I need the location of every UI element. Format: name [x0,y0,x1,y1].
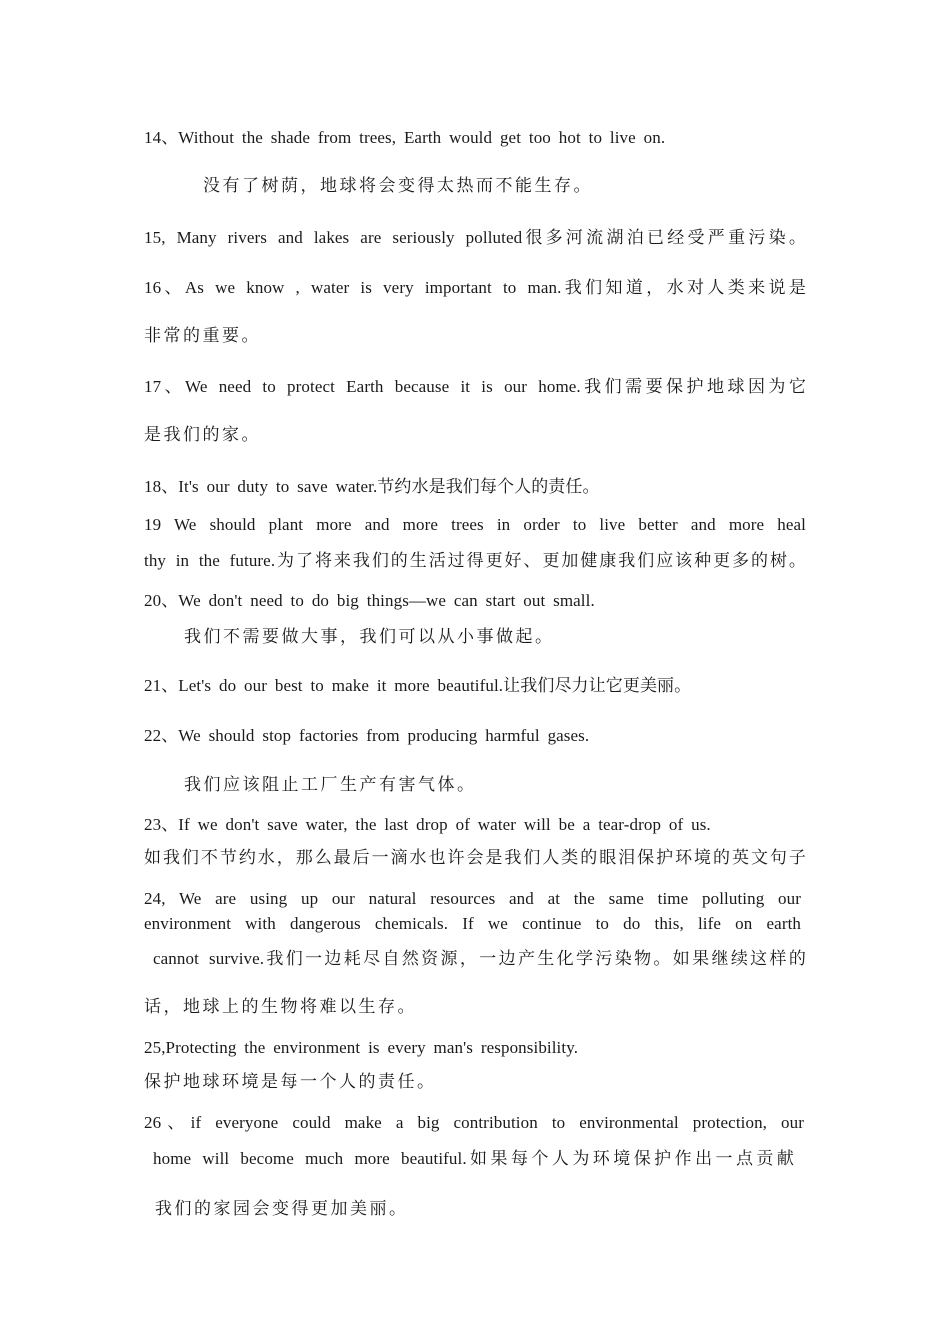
sentence-24-line-2: environment with dangerous chemicals. If we continue to do this, life on earth [144,914,801,933]
sentence-16-line-1: 16、As we know , water is very important to man.我们知道，水对人类来说是 [144,278,806,297]
sentence-25-chinese: 保护地球环境是每一个人的责任。 [144,1072,437,1091]
sentence-26-line-2: home will become much more beautiful.如果每个人为环境保护作出一点贡献 [153,1149,794,1168]
sentence-16-line-2: 非常的重要。 [144,326,261,345]
sentence-17-line-2: 是我们的家。 [144,425,261,444]
sentence-14-chinese: 没有了树荫，地球将会变得太热而不能生存。 [203,176,593,195]
sentence-25-english: 25,Protecting the environment is every man's responsibility. [144,1038,579,1057]
sentence-22-english: 22、We should stop factories from producing harmful gases. [144,726,590,745]
sentence-20-chinese: 我们不需要做大事，我们可以从小事做起。 [184,627,555,646]
sentence-21: 21、Let's do our best to make it more beautiful.让我们尽力让它更美丽。 [144,676,692,695]
sentence-19-line-1: 19 We should plant more and more trees in order to live better and more heal [144,515,806,534]
sentence-18: 18、It's our duty to save water.节约水是我们每个人的责任。 [144,477,600,496]
sentence-17-line-1: 17、We need to protect Earth because it is our home.我们需要保护地球因为它 [144,377,806,396]
sentence-24-line-1: 24, We are using up our natural resources and at the same time polluting our [144,889,801,908]
sentence-23-chinese: 如我们不节约水，那么最后一滴水也许会是我们人类的眼泪保护环境的英文句子 [144,848,806,867]
sentence-26-line-3: 我们的家园会变得更加美丽。 [155,1199,409,1218]
sentence-24-line-4: 话，地球上的生物将难以生存。 [144,997,417,1016]
sentence-26-line-1: 26、if everyone could make a big contribution to environmental protection, our [144,1113,804,1132]
sentence-19-line-2: thy in the future.为了将来我们的生活过得更好、更加健康我们应该种更多的树。 [144,551,806,570]
sentence-23-english: 23、If we don't save water, the last drop of water will be a tear-drop of us. [144,815,711,834]
sentence-20-english: 20、We don't need to do big things—we can start out small. [144,591,595,610]
sentence-15: 15, Many rivers and lakes are seriously polluted很多河流湖泊已经受严重污染。 [144,228,806,247]
sentence-14-english: 14、Without the shade from trees, Earth would get too hot to live on. [144,128,666,147]
sentence-24-line-3: cannot survive.我们一边耗尽自然资源，一边产生化学污染物。如果继续这样的 [153,949,806,968]
sentence-22-chinese: 我们应该阻止工厂生产有害气体。 [184,775,477,794]
